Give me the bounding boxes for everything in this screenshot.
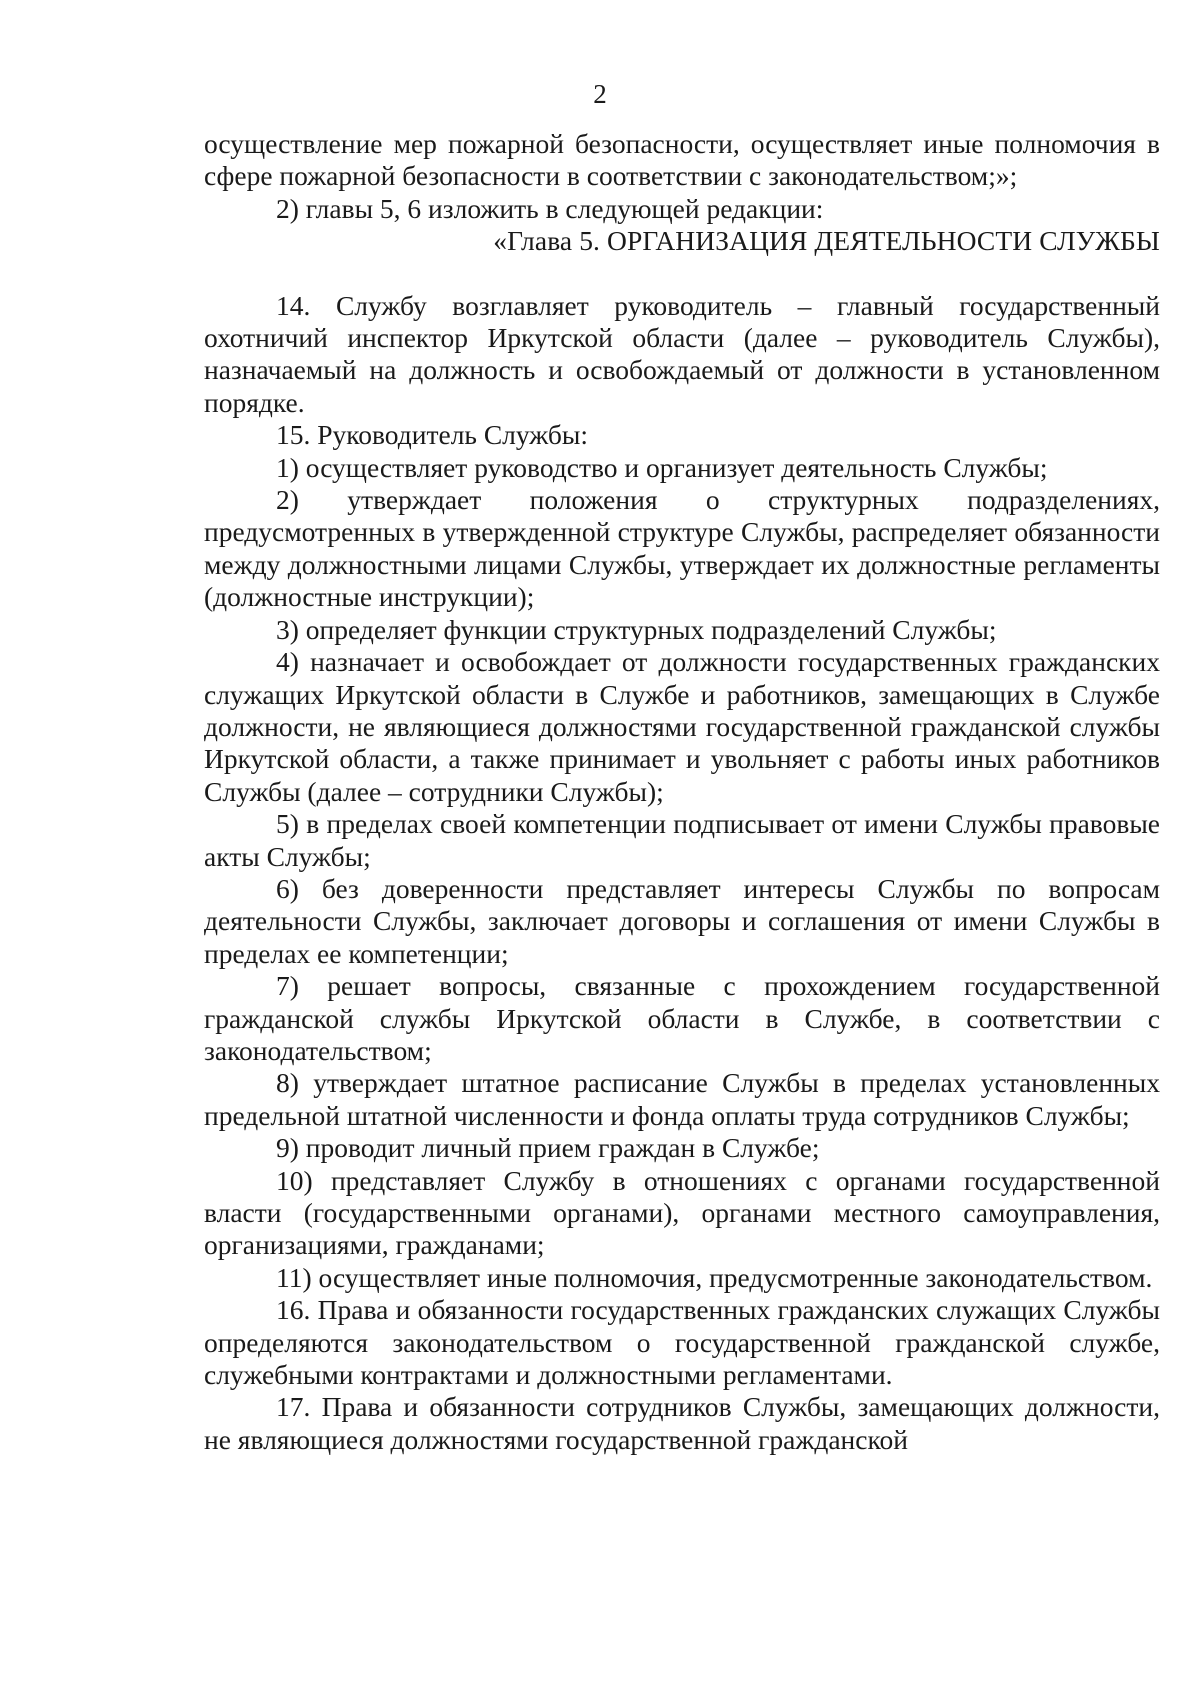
clause-15-item-1: 1) осуществляет руководство и организует деятельность Службы;	[276, 451, 1048, 483]
clause-15-item-6: 6) без доверенности представляет интересы Службы по вопросам деятельности Службы, заключает договоры и соглашения от имени Службы в пределах ее компетенции;	[204, 872, 1160, 969]
clause-15-item-2: 2) утверждает положения о структурных подразделениях, предусмотренных в утвержденной структуре Службы, распределяет обязанности между должностными лицами Службы, утверждает их должностные регламенты (должностные инструкции);	[204, 484, 1160, 613]
clause-15-item-4: 4) назначает и освобождает от должности государственных гражданских служащих Иркутской области в Службе и работников, замещающих в Службе должности, не являющиеся должностями государственной гражданской службы Иркутской области, а также принимает и увольняет с работы иных работников Службы (далее – сотрудники Службы);	[204, 646, 1160, 807]
clause-15-item-7: 7) решает вопросы, связанные с прохождением государственной гражданской службы Иркутской области в Службе, в соответствии с законодательством;	[204, 970, 1160, 1066]
document-body	[204, 128, 1160, 1456]
page-number: 2	[593, 79, 607, 109]
intro-paragraph: осуществление мер пожарной безопасности, осуществляет иные полномочия в сфере пожарной безопасности в соответствии с законодательством;»;	[204, 128, 1160, 192]
clause-15-item-8: 8) утверждает штатное расписание Службы в пределах установленных предельной штатной численности и фонда оплаты труда сотрудников Службы;	[204, 1067, 1160, 1131]
clause-16: 16. Права и обязанности государственных гражданских служащих Службы определяются законодательством о государственной гражданской службе, служебными контрактами и должностными регламентами.	[204, 1294, 1160, 1391]
clause-15-item-11: 11) осуществляет иные полномочия, предусмотренные законодательством.	[276, 1261, 1153, 1293]
amendment-item-2: 2) главы 5, 6 изложить в следующей редакции:	[276, 192, 824, 224]
clause-17: 17. Права и обязанности сотрудников Службы, замещающих должности, не являющиеся должностями государственной гражданской	[204, 1391, 1160, 1455]
clause-15-item-3: 3) определяет функции структурных подразделений Службы;	[276, 613, 997, 645]
clause-15-item-10: 10) представляет Службу в отношениях с органами государственной власти (государственными органами), органами местного самоуправления, организациями, гражданами;	[204, 1164, 1160, 1261]
clause-14: 14. Службу возглавляет руководитель – главный государственный охотничий инспектор Иркутской области (далее – руководитель Службы), назначаемый на должность и освобождаемый от должности в установленном порядке.	[204, 289, 1160, 418]
clause-15-item-5: 5) в пределах своей компетенции подписывает от имени Службы правовые акты Службы;	[204, 808, 1160, 872]
clause-15-item-9: 9) проводит личный прием граждан в Службе;	[276, 1132, 820, 1164]
chapter-heading: «Глава 5. ОРГАНИЗАЦИЯ ДЕЯТЕЛЬНОСТИ СЛУЖБЫ	[493, 225, 1160, 257]
clause-15: 15. Руководитель Службы:	[276, 419, 589, 451]
